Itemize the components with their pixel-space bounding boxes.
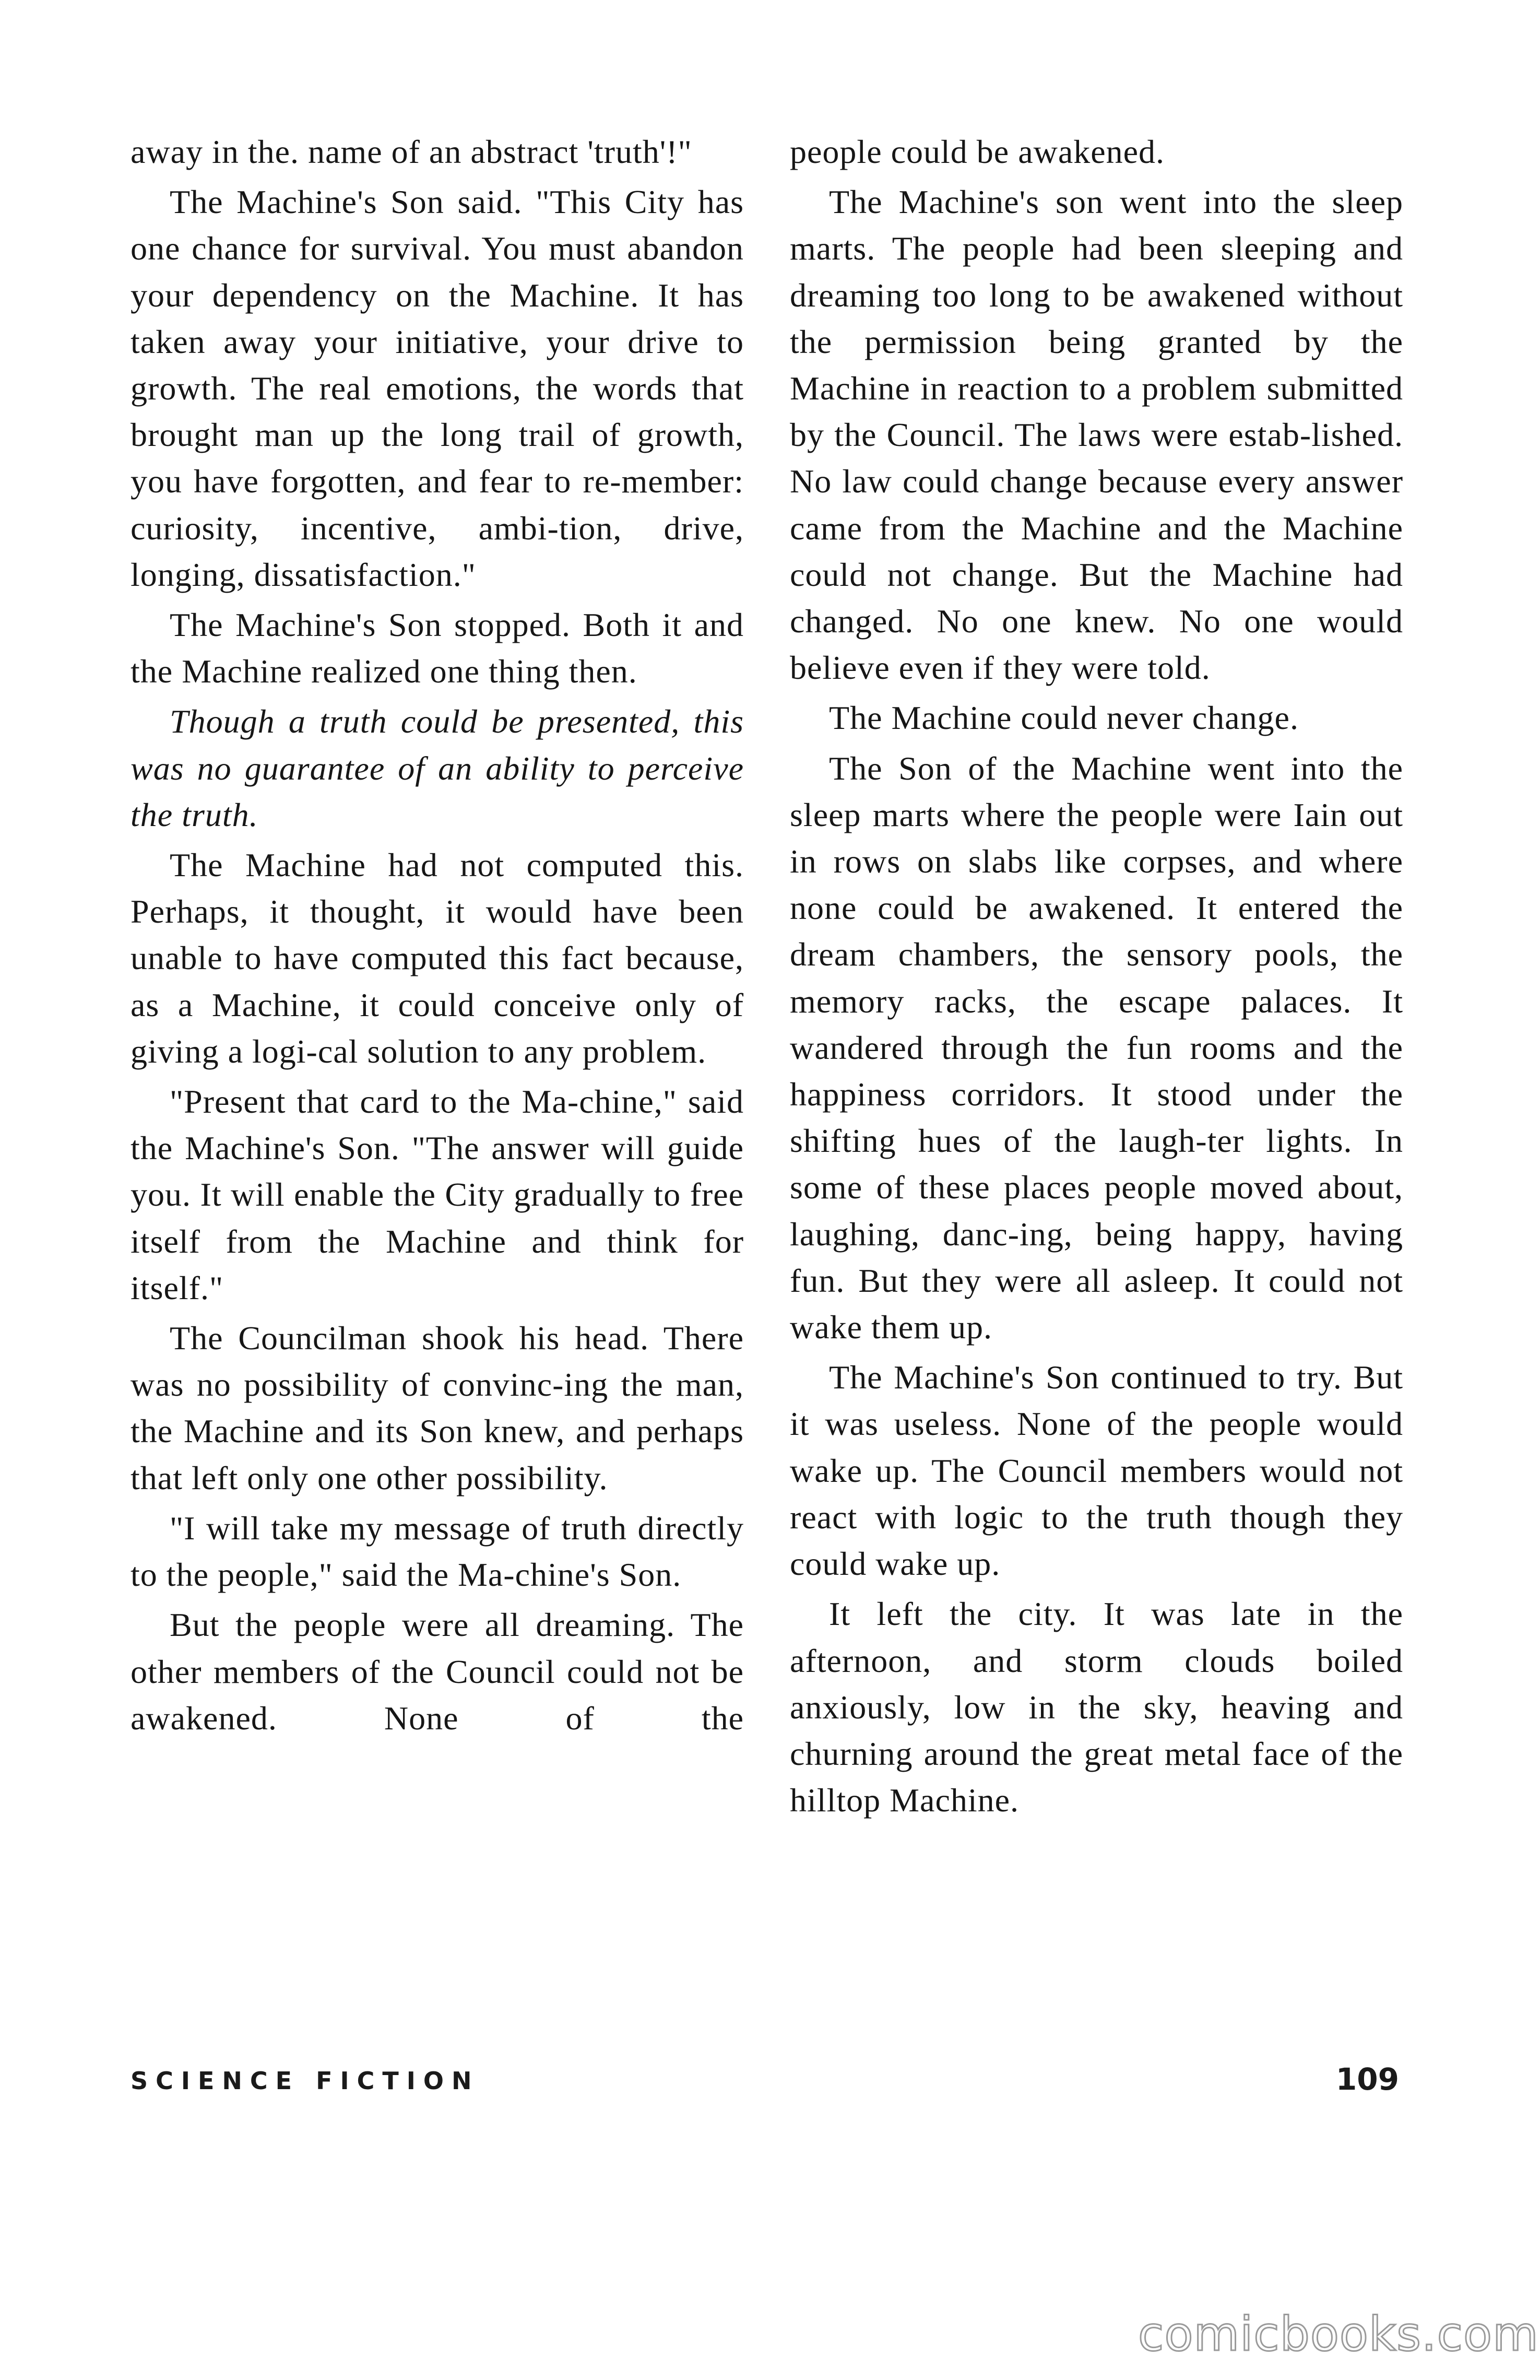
paragraph: The Machine could never change.	[829, 699, 1299, 737]
paragraph: The Machine's Son said. "This City has one chance for survival. You must abandon your dependency on the Machine. It has taken away your initiative, your drive to growth. The real emotions, the words that brought man up the long trail of growth, you have forgotten, and fear to re-member: curiosity, incentive, ambi-tion, drive, longing, dissatisfaction."	[131, 183, 744, 593]
paragraph: "I will take my message of truth directly to the people," said the Ma-chine's Son.	[131, 1509, 744, 1594]
paragraph: But the people were all dreaming. The other members of the Council could not be awakened. None of the	[131, 1606, 744, 1737]
paragraph: The Machine's Son stopped. Both it and the Machine realized one thing then.	[131, 606, 744, 690]
paragraph: The Son of the Machine went into the sleep marts where the people were Iain out in rows on slabs like corpses, and where none could be awakened. It entered the dream chambers, the sensory pools, the memory racks, the escape palaces. It wandered through the fun rooms and the happiness corridors. It stood under the shifting hues of the laugh-ter lights. In some of these places people moved about, laughing, danc-ing, being happy, having fun. But they were all asleep. It could not wake them up.	[790, 749, 1403, 1346]
paragraph: The Councilman shook his head. There was no possibility of convinc-ing the man, the Machine and its Son knew, and perhaps that left only one other possibility.	[131, 1319, 744, 1497]
paragraph: The Machine's son went into the sleep marts. The people had been sleeping and dreaming too long to be awakened without the permission being granted by the Machine in reaction to a problem submitted by the Council. The laws were estab-lished. No law could change because every answer came from the Machine and the Machine could not change. But the Machine had changed. No one knew. No one would believe even if they were told.	[790, 183, 1403, 687]
paragraph: people could be awakened.	[790, 133, 1165, 170]
paragraph: It left the city. It was late in the afternoon, and storm clouds boiled anxiously, low in the sky, heaving and churning around the great metal face of the hilltop Machine.	[790, 1595, 1403, 1819]
paragraph: The Machine had not computed this. Perhaps, it thought, it would have been unable to have computed this fact because, as a Machine, it could conceive only of giving a logi-cal solution to any problem.	[131, 846, 744, 1070]
paragraph: away in the. name of an abstract 'truth'!"	[131, 133, 692, 170]
right-text-column	[790, 128, 1403, 1827]
paragraph: "Present that card to the Ma-chine," said the Machine's Son. "The answer will guide you. It will enable the City gradually to free itself from the Machine and think for itself."	[131, 1083, 744, 1306]
magazine-name-footer: SCIENCE FICTION	[131, 2067, 480, 2095]
paragraph: Though a truth could be presented, this was no guarantee of an ability to perceive the truth.	[131, 703, 744, 833]
page-number: 109	[1335, 2061, 1399, 2097]
left-text-column	[131, 128, 744, 1745]
paragraph: The Machine's Son continued to try. But it was useless. None of the people would wake up. The Council members would not react with logic to the truth though they could wake up.	[790, 1359, 1403, 1583]
watermark-logo: comicbooks.com	[1138, 2307, 1539, 2362]
